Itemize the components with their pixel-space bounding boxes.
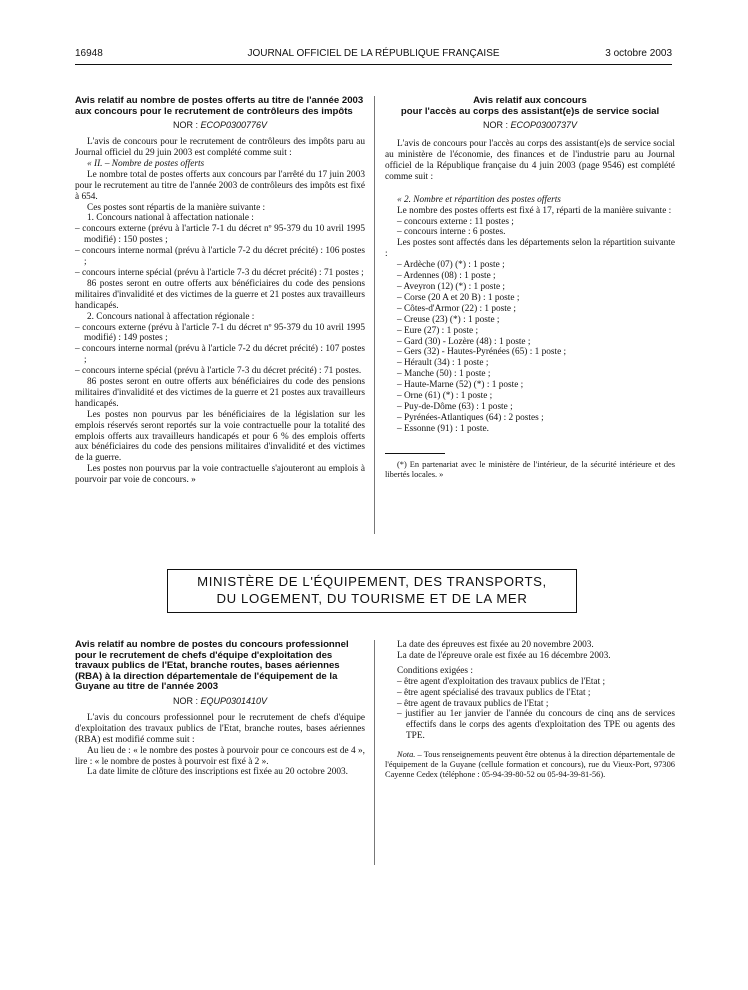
list-item: – justifier au 1er janvier de l'année du concours de cinq ans de services effectifs dans le corps des agents d'exploitation des TPE ou agents des TPE. xyxy=(397,709,675,742)
paragraph: L'avis du concours professionnel pour le recrutement de chefs d'équipe d'exploitation des travaux publics de l'Etat, branche routes, bases aériennes (RBA) est modifié comme suit : xyxy=(75,712,365,745)
paragraph: Les postes non pourvus par la voie contractuelle s'ajouteront au emplois à pourvoir par voie de concours. » xyxy=(75,464,365,486)
section-heading: « 2. Nombre et répartition des postes offerts xyxy=(397,194,561,205)
list-item: – être agent d'exploitation des travaux publics de l'Etat ; xyxy=(397,676,606,687)
paragraph: Au lieu de : « le nombre des postes à pourvoir pour ce concours est de 4 », lire : « le nombre de postes à pourvoir est fixé à 2 ». xyxy=(75,745,365,767)
nota-label: Nota. xyxy=(397,750,416,760)
paragraph: Les postes sont affectés dans les départements selon la répartition suivante : xyxy=(385,238,675,260)
department-item: – Gers (32) - Hautes-Pyrénées (65) : 1 poste ; xyxy=(397,347,567,358)
paragraph: Les postes non pourvus par les bénéficiaires de la législation sur les emplois réservés seront reportés sur la voie contractuelle pour la totalité des emplois offerts aux travailleurs handicapés et pour 6 % des emplois offerts aux bénéficiaires du code des pensions militaires d'invalidité et des victimes de la guerre. xyxy=(75,409,365,464)
list-item: – concours externe (prévu à l'article 7-1 du décret nº 95-379 du 10 avril 1995 modifié) : 149 postes ; xyxy=(75,322,365,344)
department-item: – Aveyron (12) (*) : 1 poste ; xyxy=(397,281,506,292)
department-item: – Ardennes (08) : 1 poste ; xyxy=(397,271,496,282)
department-item: – Ardèche (07) (*) : 1 poste ; xyxy=(397,260,505,271)
column-divider xyxy=(374,640,375,865)
department-item: – Côtes-d'Armor (22) : 1 poste ; xyxy=(397,303,516,314)
page-header xyxy=(75,48,672,62)
intro-paragraph: L'avis de concours pour le recrutement de contrôleurs des impôts paru au Journal officiel du 29 juin 2003 est complété comme suit : xyxy=(75,137,365,158)
department-item: – Hérault (34) : 1 poste ; xyxy=(397,358,489,369)
list-heading: 1. Concours national à affectation nationale : xyxy=(87,213,254,224)
department-list xyxy=(385,260,675,435)
footnote: (*) En partenariat avec le ministère de l'intérieur, de la sécurité intérieure et des libertés locales. » xyxy=(385,459,675,479)
list-item: – concours interne spécial (prévu à l'article 7-3 du décret précité) : 71 postes ; xyxy=(75,267,364,278)
paragraph: Conditions exigées : xyxy=(397,665,473,676)
nor-reference: NOR : ECOP0300737V xyxy=(482,120,578,131)
paragraph: La date des épreuves est fixée au 20 novembre 2003. xyxy=(397,640,594,650)
footnote-rule xyxy=(385,453,445,454)
nota-note xyxy=(385,750,675,780)
list-item: – concours interne normal (prévu à l'article 7-2 du décret précité) : 106 postes ; xyxy=(75,246,365,268)
department-item: – Manche (50) : 1 poste ; xyxy=(397,369,491,380)
article-title: Avis relatif au nombre de postes offerts au titre de l'année 2003 aux concours pour le recrutement de contrôleurs des impôts xyxy=(75,95,364,117)
paragraph: Le nombre total de postes offerts aux concours par l'arrêté du 17 juin 2003 pour le recrutement au titre de l'année 2003 de contrôleurs des impôts est fixé à 654. xyxy=(75,169,365,202)
department-item: – Puy-de-Dôme (63) : 1 poste ; xyxy=(397,401,513,412)
department-item: – Corse (20 A et 20 B) : 1 poste ; xyxy=(397,292,520,303)
list-heading: 2. Concours national à affectation régionale : xyxy=(87,311,255,322)
journal-title: JOURNAL OFFICIEL DE LA RÉPUBLIQUE FRANÇAISE xyxy=(247,48,500,59)
nor-reference: NOR : ECOP0300776V xyxy=(172,120,268,131)
article-controleurs-impots xyxy=(75,96,365,486)
department-item: – Orne (61) (*) : 1 poste ; xyxy=(397,391,493,402)
paragraph: Le nombre des postes offerts est fixé à 17, réparti de la manière suivante : xyxy=(397,205,672,216)
article-title: Avis relatif au nombre de postes du concours professionnel pour le recrutement de chefs d'équipe d'exploitation des travaux publics de l'Etat, branche routes, bases aériennes (RBA) à la direction départementale de l'équipement de la Guyane au titre de l'année 2003 xyxy=(75,639,349,693)
department-item: – Eure (27) : 1 poste ; xyxy=(397,325,479,336)
article-chefs-equipe-continued xyxy=(385,640,675,780)
list-item: – être agent de travaux publics de l'Etat ; xyxy=(397,698,549,709)
header-rule xyxy=(75,64,672,65)
list-item: – concours interne spécial (prévu à l'article 7-3 du décret précité) : 71 postes. xyxy=(75,366,362,377)
article-chefs-equipe-guyane xyxy=(75,640,365,778)
nor-code: EQUP0301410V xyxy=(200,695,268,706)
list-item: – être agent spécialisé des travaux publics de l'Etat ; xyxy=(397,687,591,698)
paragraph: 86 postes seront en outre offerts aux bénéficiaires du code des pensions militaires d'invalidité et des victimes de la guerre et 21 postes aux travailleurs handicapés. xyxy=(75,278,365,311)
list-item: – concours interne : 6 postes. xyxy=(397,227,506,238)
department-item: – Gard (30) - Lozère (48) : 1 poste ; xyxy=(397,336,531,347)
article-assistants-service-social xyxy=(385,96,675,480)
page-number: 16948 xyxy=(75,48,103,59)
paragraph: La date de l'épreuve orale est fixée au 16 décembre 2003. xyxy=(397,650,611,661)
list-item: – concours externe : 11 postes ; xyxy=(397,216,514,227)
ministry-banner xyxy=(167,569,577,613)
ministry-line: DU LOGEMENT, DU TOURISME ET DE LA MER xyxy=(216,591,528,606)
paragraph: 86 postes seront en outre offerts aux bénéficiaires du code des pensions militaires d'invalidité et des victimes de la guerre et 21 postes aux travailleurs handicapés. xyxy=(75,377,365,409)
intro-paragraph: L'avis de concours pour l'accès au corps des assistant(e)s de service social au ministère de l'économie, des finances et de l'industrie paru au Journal officiel de la République française du 4 juin 2003 (page 9546) est complété comme suit : xyxy=(385,139,675,182)
nota-text: – Tous renseignements peuvent être obtenus à la direction départementale de l'équipement de la Guyane (cellule formation et concours), rue du Vieux-Port, 97306 Cayenne Cedex (téléphone : 05-94-39-80-52 ou 05-94-39-81-56). xyxy=(385,750,675,780)
paragraph: La date limite de clôture des inscriptions est fixée au 20 octobre 2003. xyxy=(87,767,349,778)
issue-date: 3 octobre 2003 xyxy=(605,48,672,59)
section-heading: « II. – Nombre de postes offerts xyxy=(87,158,205,169)
column-divider xyxy=(374,96,375,534)
department-item: – Essonne (91) : 1 poste. xyxy=(397,423,489,434)
nor-code: ECOP0300776V xyxy=(200,120,268,131)
nor-reference: NOR : EQUP0301410V xyxy=(172,695,268,706)
nor-code: ECOP0300737V xyxy=(510,120,578,131)
article-title: Avis relatif aux concours pour l'accès au corps des assistant(e)s de service social xyxy=(400,95,660,117)
department-item: – Pyrénées-Atlantiques (64) : 2 postes ; xyxy=(397,412,544,423)
paragraph: Ces postes sont répartis de la manière suivante : xyxy=(87,202,266,213)
list-item: – concours interne normal (prévu à l'article 7-2 du décret précité) : 107 postes ; xyxy=(75,344,365,366)
list-item: – concours externe (prévu à l'article 7-1 du décret nº 95-379 du 10 avril 1995 modifié) : 150 postes ; xyxy=(75,224,365,246)
department-item: – Creuse (23) (*) : 1 poste ; xyxy=(397,314,500,325)
ministry-line: MINISTÈRE DE L'ÉQUIPEMENT, DES TRANSPORTS, xyxy=(197,574,547,589)
department-item: – Haute-Marne (52) (*) : 1 poste ; xyxy=(397,380,524,391)
